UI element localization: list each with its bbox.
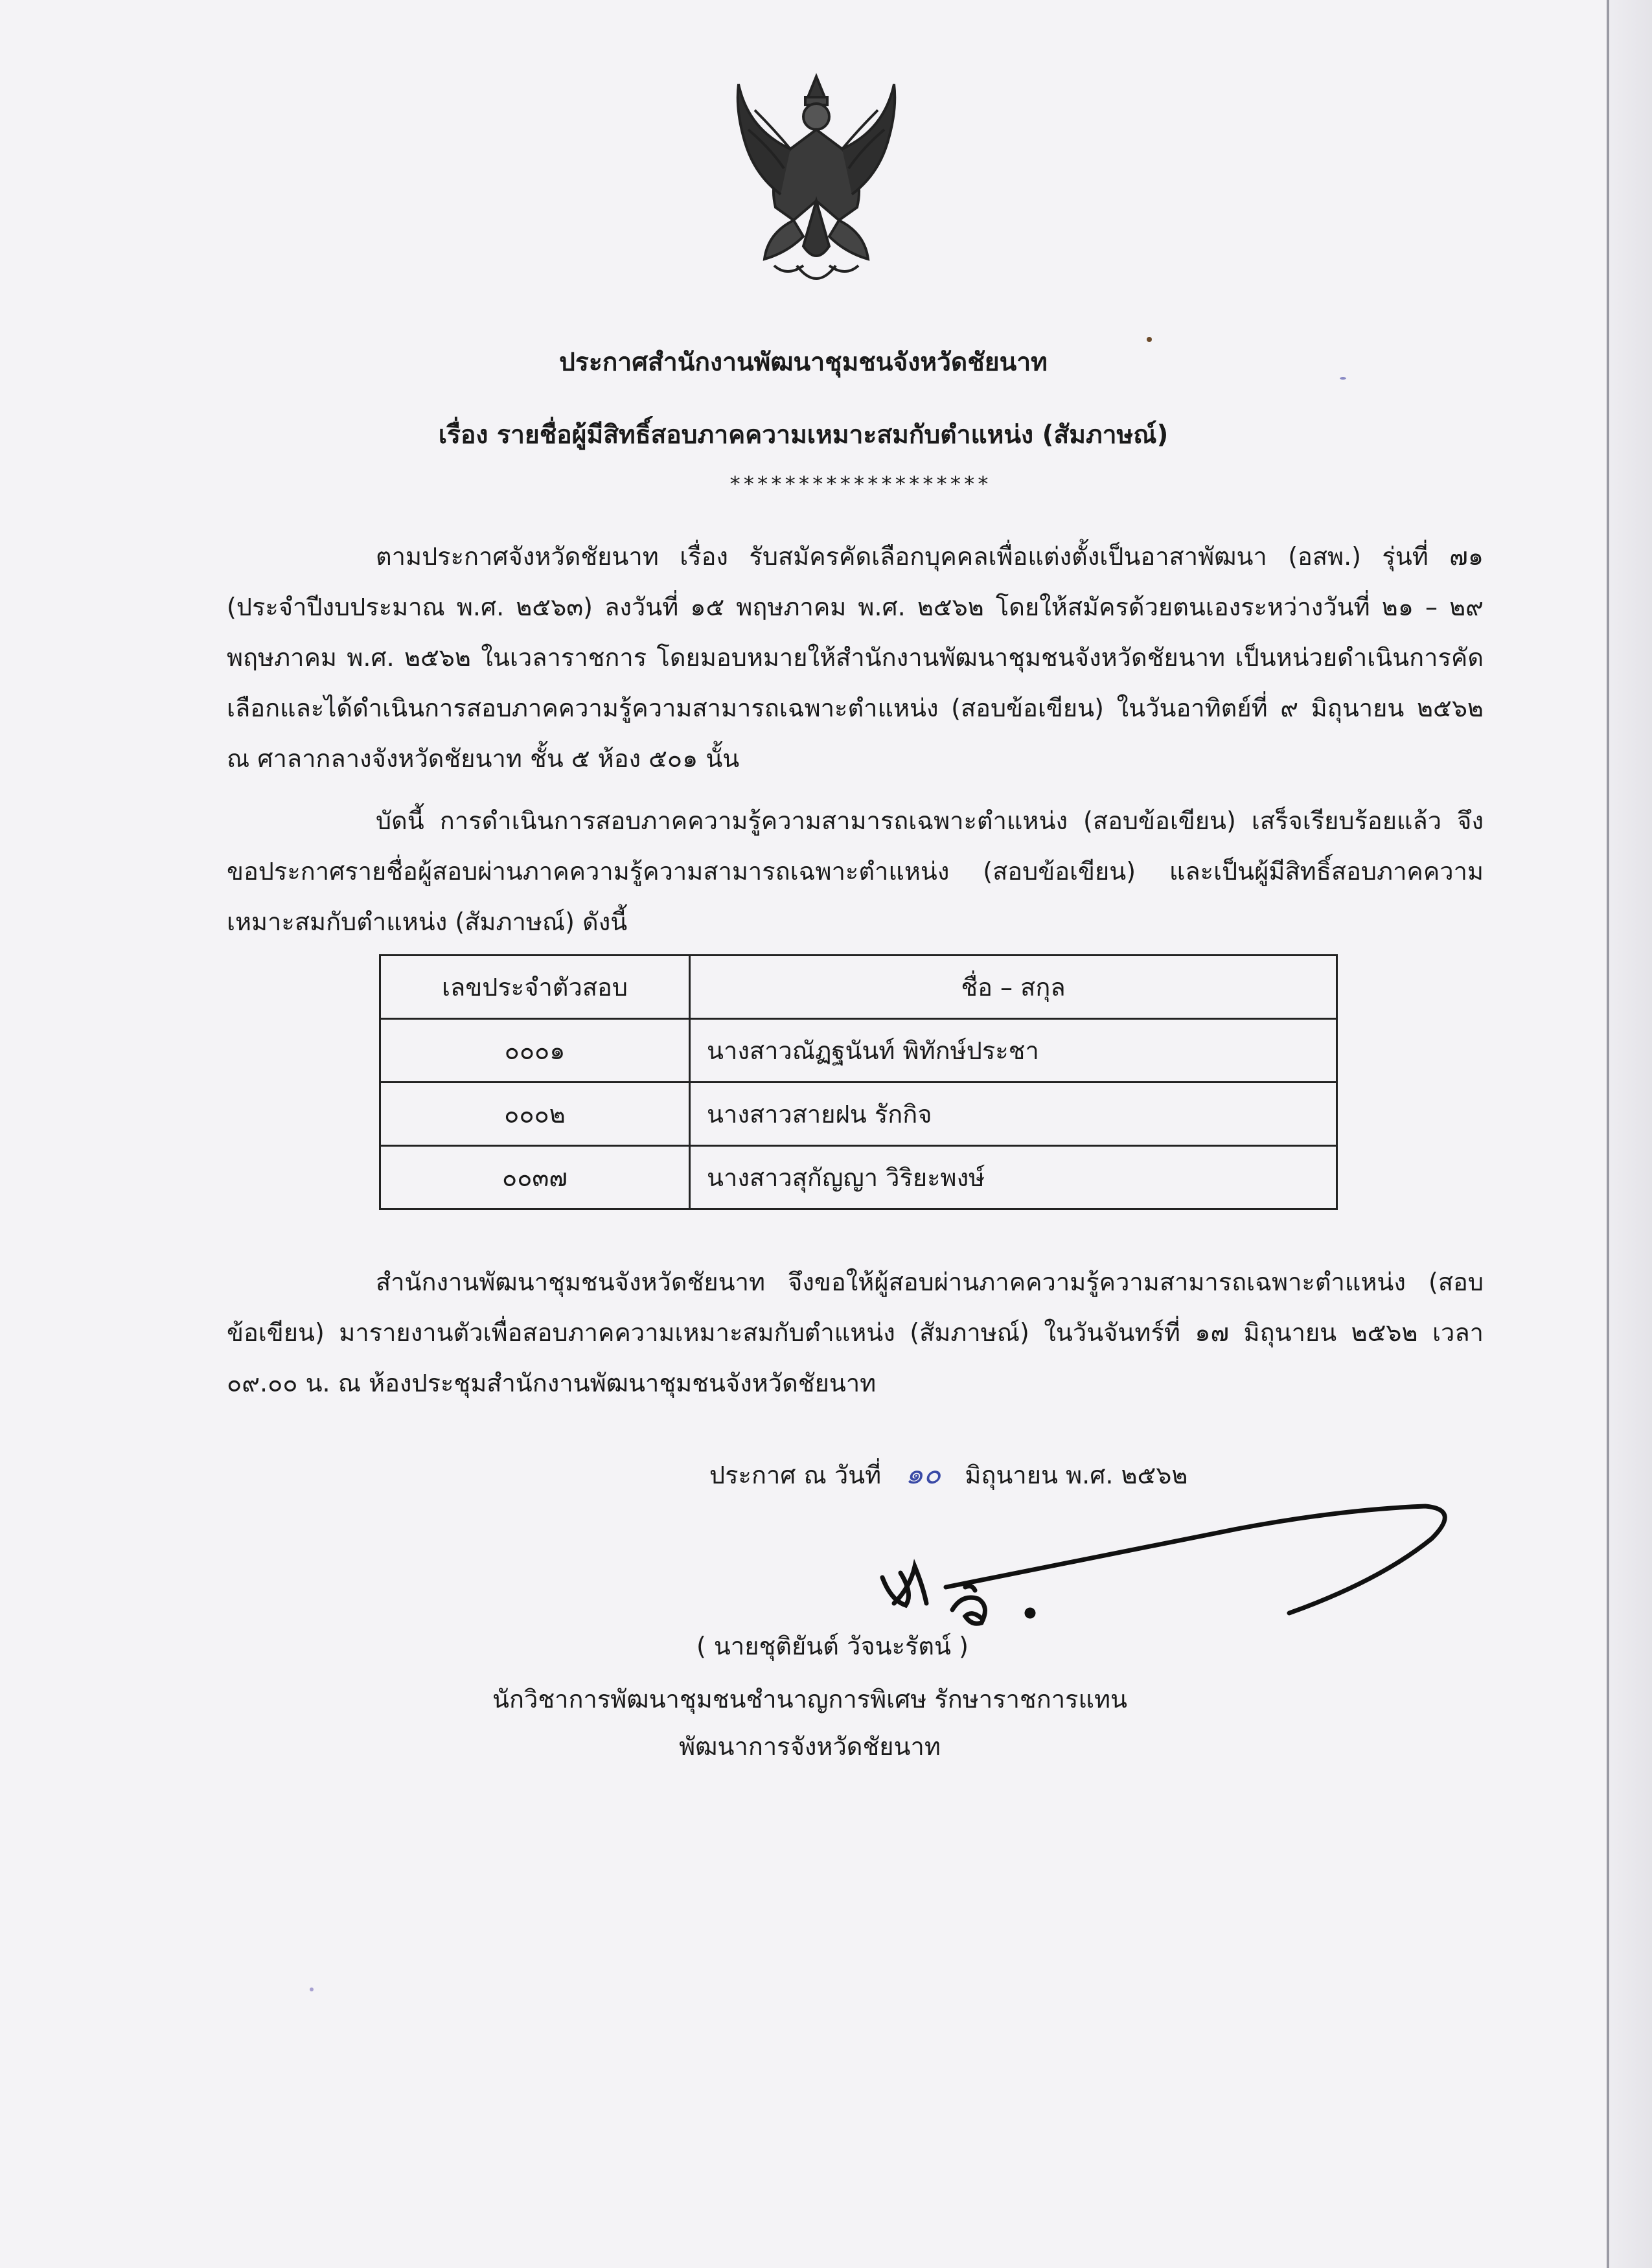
full-name-cell: นางสาวสุกัญญา วิริยะพงษ์ — [690, 1146, 1337, 1209]
date-prefix: ประกาศ ณ วันที่ — [709, 1461, 882, 1489]
paper-speck — [1147, 337, 1152, 342]
exam-id-cell: ๐๐๐๒ — [380, 1082, 690, 1146]
table-row — [380, 1082, 1337, 1146]
signer-position: นักวิชาการพัฒนาชุมชนชำนาญการพิเศษ รักษาราชการแทน — [492, 1685, 1127, 1713]
full-name-cell: นางสาวณัฏฐนันท์ พิทักษ์ประชา — [690, 1019, 1337, 1082]
signer-position-2: พัฒนาการจังหวัดชัยนาท — [679, 1732, 941, 1761]
announcement-subject: เรื่อง รายชื่อผู้มีสิทธิ์สอบภาคความเหมาะสมกับตำแหน่ง (สัมภาษณ์) — [438, 420, 1169, 450]
announcement-title: ประกาศสำนักงานพัฒนาชุมชนจังหวัดชัยนาท — [559, 348, 1048, 377]
exam-id-cell: ๐๐๓๗ — [380, 1146, 690, 1209]
date-suffix: มิถุนายน พ.ศ. ๒๕๖๒ — [965, 1461, 1188, 1489]
body-paragraph-1: ตามประกาศจังหวัดชัยนาท เรื่อง รับสมัครคัดเลือกบุคคลเพื่อแต่งตั้งเป็นอาสาพัฒนา (อสพ.) รุ่นที่ ๗๑ (ประจำปีงบประมาณ พ.ศ. ๒๕๖๓) ลงวันที่ ๑๕ พฤษภาคม พ.ศ. ๒๕๖๒ โดยให้สมัครด้วยตนเองระหว่างวันที่ ๒๑ – ๒๙ พฤษภาคม พ.ศ. ๒๕๖๒ ในเวลาราชการ โดยมอบหมายให้สำนักงานพัฒนาชุมชนจังหวัดชัยนาท เป็นหน่วยดำเนินการคัดเลือกและได้ดำเนินการสอบภาคความรู้ความสามารถเฉพาะตำแหน่ง (สอบข้อเขียน) ในวันอาทิตย์ที่ ๙ มิถุนายน ๒๕๖๒ ณ ศาลากลางจังหวัดชัยนาท ชั้น ๕ ห้อง ๕๐๑ นั้น — [227, 542, 1484, 773]
body-paragraph-3: สำนักงานพัฒนาชุมชนจังหวัดชัยนาท จึงขอให้ผู้สอบผ่านภาคความรู้ความสามารถเฉพาะตำแหน่ง (สอบข้อเขียน) มารายงานตัวเพื่อสอบภาคความเหมาะสมกับตำแหน่ง (สัมภาษณ์) ในวันจันทร์ที่ ๑๗ มิถุนายน ๒๕๖๒ เวลา ๐๙.๐๐ น. ณ ห้องประชุมสำนักงานพัฒนาชุมชนจังหวัดชัยนาท — [227, 1268, 1484, 1397]
exam-id-cell: ๐๐๐๑ — [380, 1019, 690, 1082]
title-separator: ******************* — [729, 472, 991, 496]
paper-speck — [1340, 377, 1346, 380]
table-header-row — [380, 956, 1337, 1019]
column-header-full-name: ชื่อ – สกุล — [690, 956, 1337, 1019]
table-row — [380, 1146, 1337, 1209]
column-header-exam-id: เลขประจำตัวสอบ — [380, 956, 690, 1019]
full-name-cell: นางสาวสายฝน รักกิจ — [690, 1082, 1337, 1146]
paper-speck — [310, 1987, 314, 1991]
candidate-table — [379, 954, 1338, 1210]
handwritten-signature — [875, 1490, 1458, 1626]
handwritten-day: ๑๐ — [905, 1458, 941, 1491]
signer-name: ( นายชุติยันต์ วัจนะรัตน์ ) — [696, 1632, 969, 1660]
body-paragraph-2: บัดนี้ การดำเนินการสอบภาคความรู้ความสามารถเฉพาะตำแหน่ง (สอบข้อเขียน) เสร็จเรียบร้อยแล้ว จึงขอประกาศรายชื่อผู้สอบผ่านภาคความรู้ความสามารถเฉพาะตำแหน่ง (สอบข้อเขียน) และเป็นผู้มีสิทธิ์สอบภาคความเหมาะสมกับตำแหน่ง (สัมภาษณ์) ดังนี้ — [227, 807, 1484, 936]
page-edge — [1607, 0, 1652, 2268]
table-row — [380, 1019, 1337, 1082]
garuda-emblem-icon — [729, 71, 904, 295]
